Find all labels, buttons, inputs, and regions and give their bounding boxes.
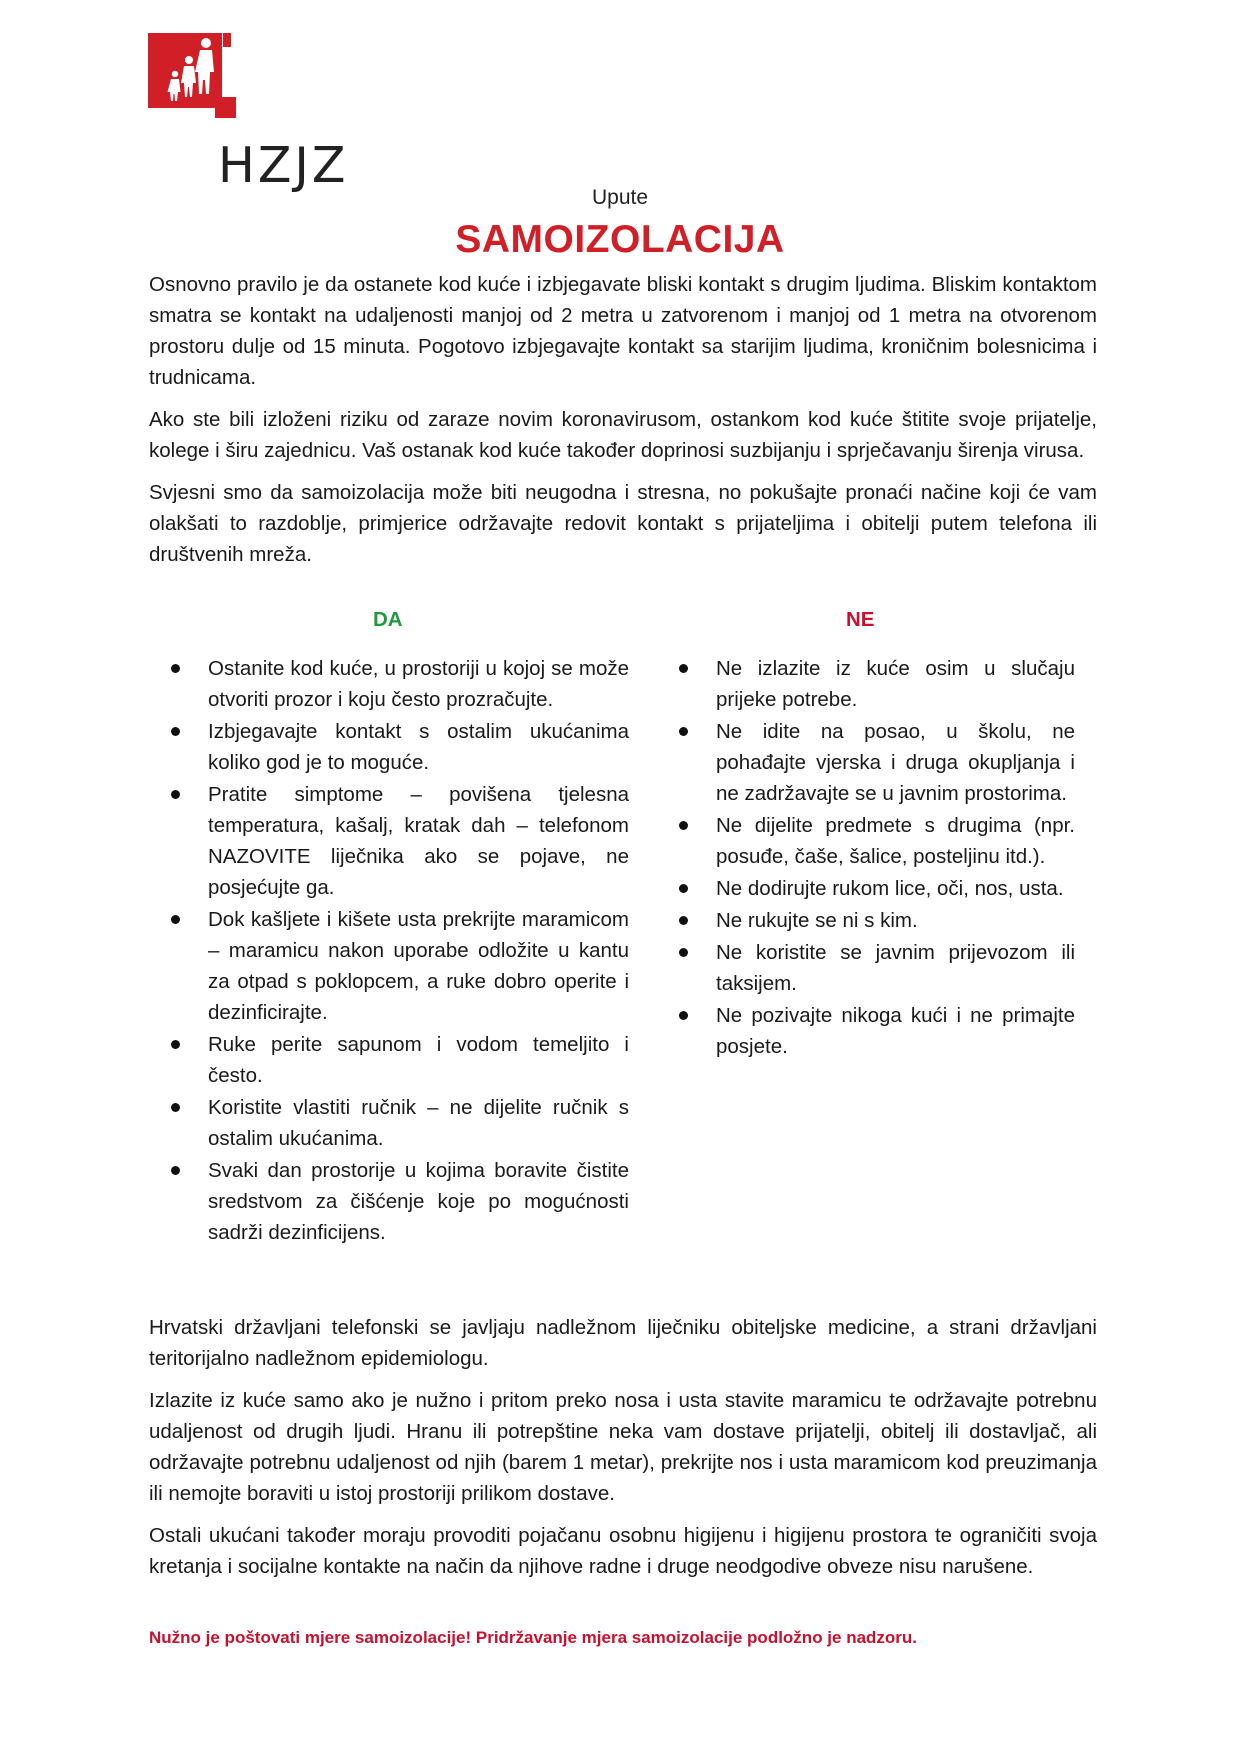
ne-list — [657, 653, 1075, 1063]
list-item: Ne dodirujte rukom lice, oči, nos, usta. — [657, 873, 1075, 904]
list-item: Svaki dan prostorije u kojima boravite čistite sredstvom za čišćenje koje po mogućnosti sadrži dezinficijens. — [149, 1155, 629, 1248]
list-item: Ne izlazite iz kuće osim u slučaju prijeke potrebe. — [657, 653, 1075, 715]
ne-heading: NE — [846, 608, 875, 631]
intro-paragraph: Osnovno pravilo je da ostanete kod kuće i izbjegavate bliski kontakt s drugim ljudima. Bliskim kontaktom smatra se kontakt na udaljenosti manjoj od 2 metra u zatvorenom i manjoj od 1 metra na otvorenom prostoru dulje od 15 minuta. Pogotovo izbjegavajte kontakt sa starijim ljudima, kroničnim bolesnicima i trudnicama. — [149, 273, 1097, 389]
hzjz-logo — [148, 33, 349, 194]
list-item: Ne dijelite predmete s drugima (npr. posuđe, čaše, šalice, posteljinu itd.). — [657, 810, 1075, 872]
list-item: Ne rukujte se ni s kim. — [657, 905, 1075, 936]
list-item: Ruke perite sapunom i vodom temeljito i često. — [149, 1029, 629, 1091]
list-item: Dok kašljete i kišete usta prekrijte maramicom – maramicu nakon uporabe odložite u kantu za otpad s poklopcem, a ruke dobro operite i dezinficirajte. — [149, 904, 629, 1028]
logo-text: HZJZ — [218, 137, 349, 194]
list-item: Pratite simptome – povišena tjelesna temperatura, kašalj, kratak dah – telefonom NAZOVITE liječnika ako se pojave, ne posjećujte ga. — [149, 779, 629, 903]
list-item: Ostanite kod kuće, u prostoriji u kojoj se može otvoriti prozor i koju često prozračujte. — [149, 653, 629, 715]
da-list — [149, 653, 629, 1249]
document-title: SAMOIZOLACIJA — [455, 218, 785, 261]
list-item: Ne pozivajte nikoga kući i ne primajte posjete. — [657, 1000, 1075, 1062]
outro-paragraph: Hrvatski državljani telefonski se javljaju nadležnom liječniku obiteljske medicine, a strani državljani teritorijalno nadležnom epidemiologu. — [149, 1316, 1097, 1370]
intro-section — [149, 269, 1097, 581]
list-item: Ne idite na posao, u školu, ne pohađajte vjerska i druga okupljanja i ne zadržavajte se u javnim prostorima. — [657, 716, 1075, 809]
list-item: Ne koristite se javnim prijevozom ili taksijem. — [657, 937, 1075, 999]
list-item: Izbjegavajte kontakt s ostalim ukućanima koliko god je to moguće. — [149, 716, 629, 778]
intro-paragraph: Ako ste bili izloženi riziku od zaraze novim koronavirusom, ostankom kod kuće štitite svoje prijatelje, kolege i širu zajednicu. Vaš ostanak kod kuće također doprinosi suzbijanju i sprječavanju širenja virusa. — [149, 408, 1097, 462]
hzjz-logo-mark — [148, 33, 258, 133]
document-subtitle: Upute — [591, 186, 649, 209]
outro-section — [149, 1312, 1097, 1593]
list-item: Koristite vlastiti ručnik – ne dijelite ručnik s ostalim ukućanima. — [149, 1092, 629, 1154]
da-heading: DA — [373, 608, 403, 631]
footer-warning: Nužno je poštovati mjere samoizolacije! Pridržavanje mjera samoizolacije podložno je nadzoru. — [149, 1628, 918, 1647]
outro-paragraph: Ostali ukućani također moraju provoditi pojačanu osobnu higijenu i higijenu prostora te ograničiti svoja kretanja i socijalne kontakte na način da njihove radne i druge neodgodive obveze nisu narušene. — [149, 1524, 1097, 1578]
outro-paragraph: Izlazite iz kuće samo ako je nužno i pritom preko nosa i usta stavite maramicu te održavajte potrebnu udaljenost od drugih ljudi. Hranu ili potrepštine neka vam dostave prijatelji, obitelj ili dostavljač, ali održavajte potrebnu udaljenost od njih (barem 1 metar), prekrijte nos i usta maramicom kod preuzimanja ili nemojte boraviti u istoj prostoriji prilikom dostave. — [149, 1389, 1097, 1505]
intro-paragraph: Svjesni smo da samoizolacija može biti neugodna i stresna, no pokušajte pronaći načine koji će vam olakšati to razdoblje, primjerice održavajte redovit kontakt s prijateljima i obitelji putem telefona ili društvenih mreža. — [149, 481, 1097, 566]
